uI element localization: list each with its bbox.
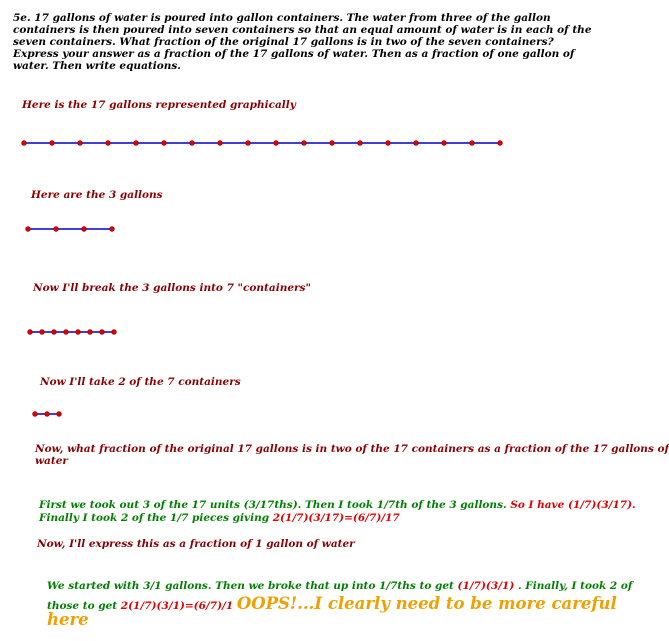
question-line-2: water <box>35 455 68 467</box>
label-express-one-gallon: Now, I'll express this as a fraction of 1 gallon of water <box>37 538 355 550</box>
seventeen-gallons-point <box>218 141 223 146</box>
seventeen-gallons-point <box>358 141 363 146</box>
problem-line-2: containers is then poured into seven containers so that an equal amount of water is in each of the <box>13 24 592 36</box>
explanation-1-highlight: So I have (1/7)(3/17). <box>510 499 636 511</box>
seventeen-gallons-point <box>134 141 139 146</box>
three-gallons-point <box>82 227 87 232</box>
seventeen-gallons-point <box>470 141 475 146</box>
explanation-1-equation: 2(1/7)(3/17)=(6/7)/17 <box>272 512 400 524</box>
three-gallons-point <box>110 227 115 232</box>
seventeen-gallons-point <box>106 141 111 146</box>
explanation-1-text: First we took out 3 of the 17 units (3/17ths). Then I took 1/7th of the 3 gallons. <box>39 499 507 511</box>
seventeen-gallons-point <box>302 141 307 146</box>
seventeen-gallons-point <box>246 141 251 146</box>
label-seventeen-gallons: Here is the 17 gallons represented graphically <box>22 99 296 111</box>
seventeen-gallons-point <box>162 141 167 146</box>
problem-line-5: water. Then write equations. <box>13 60 181 72</box>
label-three-gallons: Here are the 3 gallons <box>31 189 163 201</box>
oops-remark-continued: here <box>47 610 89 629</box>
seven-containers-point <box>76 330 81 335</box>
segment-two-containers <box>33 412 62 417</box>
label-take-two: Now I'll take 2 of the 7 containers <box>40 376 241 388</box>
seventeen-gallons-point <box>330 141 335 146</box>
seventeen-gallons-point <box>386 141 391 146</box>
seventeen-gallons-point <box>78 141 83 146</box>
explanation-2-text-c: those to get <box>47 600 118 612</box>
seventeen-gallons-point <box>414 141 419 146</box>
question-line-1: Now, what fraction of the original 17 gallons is in two of the 17 containers as a fraction of the 17 gallons of <box>35 443 669 455</box>
two-containers-point <box>57 412 62 417</box>
seventeen-gallons-point <box>50 141 55 146</box>
explanation-2-text-b: . Finally, I took 2 of <box>517 580 633 592</box>
problem-line-3: seven containers. What fraction of the original 17 gallons is in two of the seven containers? <box>13 36 554 48</box>
seventeen-gallons-point <box>22 141 27 146</box>
segment-three-gallons <box>26 227 115 232</box>
explanation-2-highlight: (1/7)(3/1) <box>457 580 515 592</box>
problem-line-1: 5e. 17 gallons of water is poured into gallon containers. The water from three of the gallon <box>13 12 551 24</box>
seventeen-gallons-point <box>190 141 195 146</box>
segment-seventeen-gallons <box>22 141 503 146</box>
label-break-into-seven: Now I'll break the 3 gallons into 7 "containers" <box>33 282 311 294</box>
explanation-2-text-a: We started with 3/1 gallons. Then we broke that up into 1/7ths to get <box>47 580 454 592</box>
two-containers-point <box>33 412 38 417</box>
three-gallons-point <box>26 227 31 232</box>
seven-containers-point <box>112 330 117 335</box>
seventeen-gallons-point <box>274 141 279 146</box>
seventeen-gallons-point <box>442 141 447 146</box>
seven-containers-point <box>28 330 33 335</box>
oops-remark: OOPS!...I clearly need to be more careful <box>236 594 617 613</box>
explanation-2-equation: 2(1/7)(3/1)=(6/7)/1 <box>120 600 234 612</box>
seven-containers-point <box>88 330 93 335</box>
seven-containers-point <box>40 330 45 335</box>
seven-containers-point <box>100 330 105 335</box>
seventeen-gallons-point <box>498 141 503 146</box>
problem-line-4: Express your answer as a fraction of the 17 gallons of water. Then as a fraction of one gallon of <box>13 48 575 60</box>
seven-containers-point <box>64 330 69 335</box>
seven-containers-point <box>52 330 57 335</box>
explanation-1-text-2: Finally I took 2 of the 1/7 pieces giving <box>39 512 270 524</box>
three-gallons-point <box>54 227 59 232</box>
two-containers-point <box>45 412 50 417</box>
segment-seven-containers <box>28 330 117 335</box>
